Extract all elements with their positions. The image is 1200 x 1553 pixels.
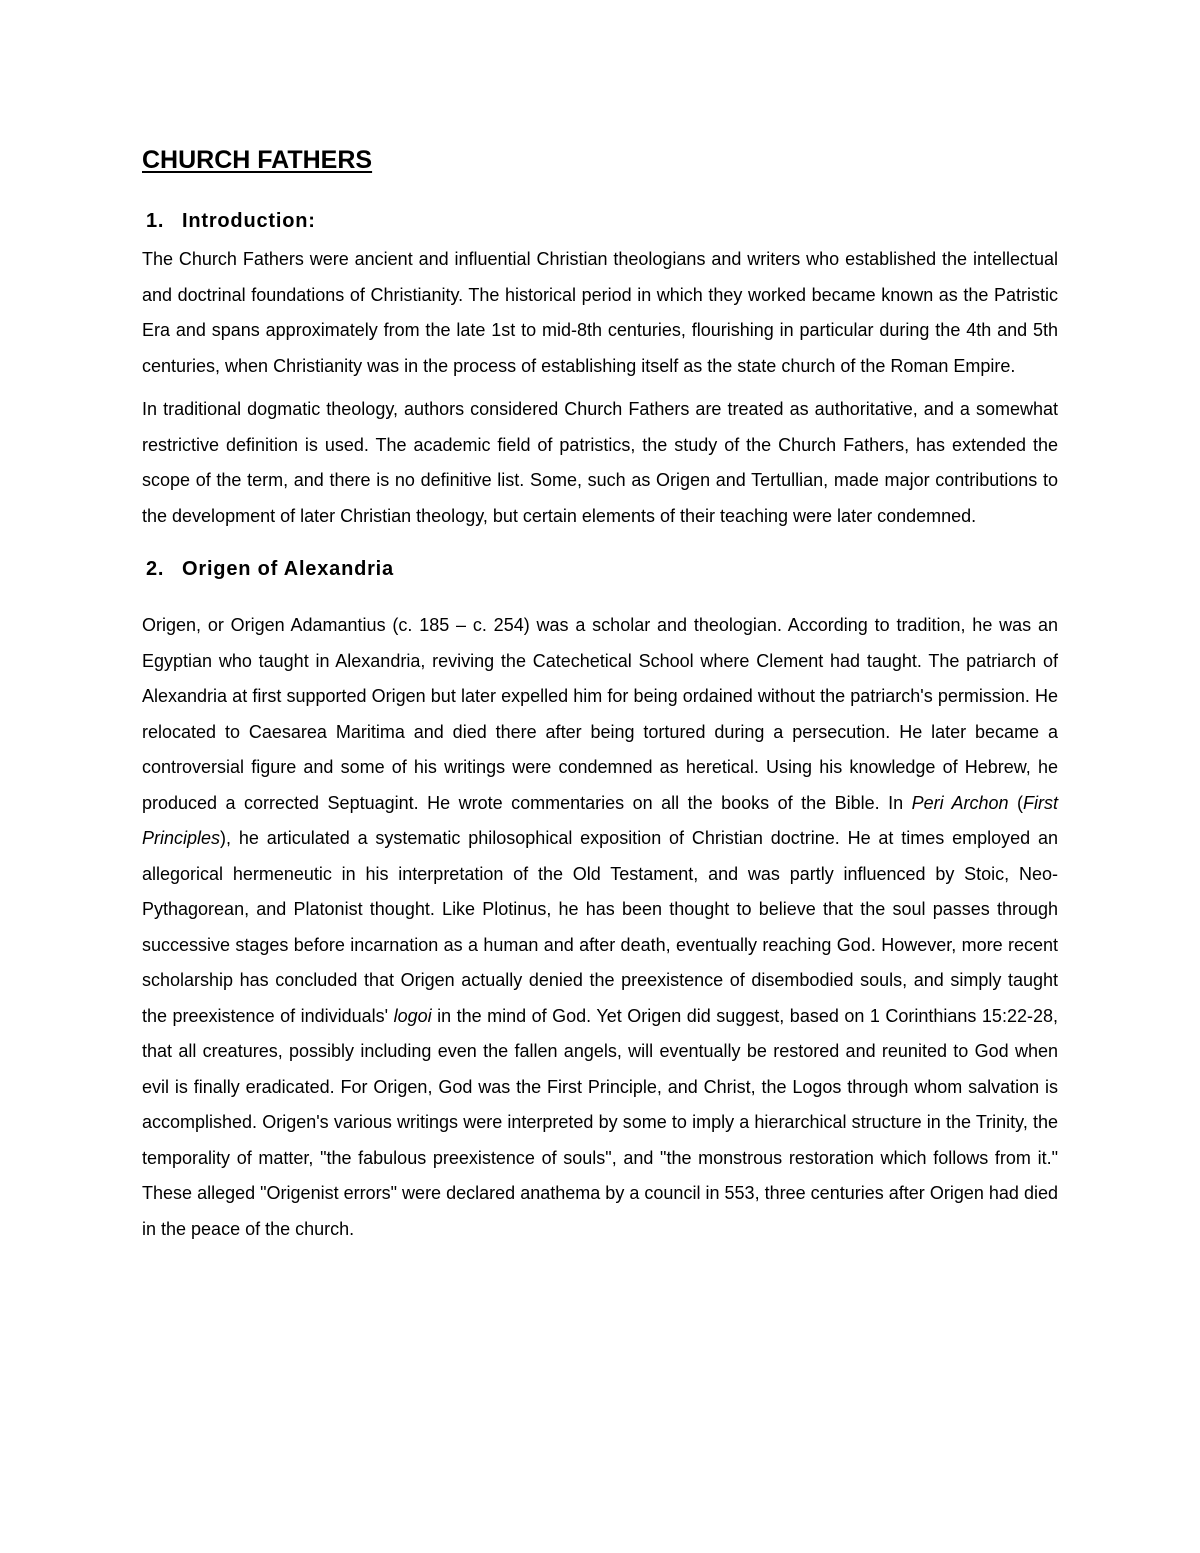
- peri-archon-title: Peri Archon: [911, 792, 1009, 813]
- origen-paragraph: [142, 608, 1058, 1247]
- section-heading-text: Introduction:: [182, 210, 316, 232]
- section-heading-origen: [142, 552, 1058, 586]
- section-number: 2.: [146, 558, 165, 580]
- origen-text-part-1: Origen, or Origen Adamantius (c. 185 – c. 254) was a scholar and theologian. According to tradition, he was an Egyptian who taught in Alexandria, reviving the Catechetical School where Clement had taught. The patriarch of Alexandria at first supported Origen but later expelled him for being ordained without the patriarch's permission. He relocated to Caesarea Maritima and died there after being tortured during a persecution. He later became a controversial figure and some of his writings were condemned as heretical. Using his knowledge of Hebrew, he produced a corrected Septuagint. He wrote commentaries on all the books of the Bible. In: [142, 615, 1058, 813]
- origen-text-part-2: (: [1008, 792, 1023, 813]
- first-principles-title: First Principles: [142, 792, 1058, 848]
- intro-paragraph-2: In traditional dogmatic theology, authors considered Church Fathers are treated as authoritative, and a somewhat restrictive definition is used. The academic field of patristics, the study of the Church Fathers, has extended the scope of the term, and there is no definitive list. Some, such as Origen and Tertullian, made major contributions to the development of later Christian theology, but certain elements of their teaching were later condemned.: [142, 399, 1058, 526]
- section-heading-introduction: [142, 204, 1058, 238]
- section-number: 1.: [146, 210, 165, 232]
- document-title: CHURCH FATHERS: [142, 146, 373, 174]
- intro-paragraph-1: The Church Fathers were ancient and influential Christian theologians and writers who established the intellectual and doctrinal foundations of Christianity. The historical period in which they worked became known as the Patristic Era and spans approximately from the late 1st to mid-8th centuries, flourishing in particular during the 4th and 5th centuries, when Christianity was in the process of establishing itself as the state church of the Roman Empire.: [142, 249, 1058, 376]
- document-page: [142, 140, 1058, 1247]
- origen-text-part-4: in the mind of God. Yet Origen did suggest, based on 1 Corinthians 15:22-28, that all creatures, possibly including even the fallen angels, will eventually be restored and reunited to God when evil is finally eradicated. For Origen, God was the First Principle, and Christ, the Logos through whom salvation is accomplished. Origen's various writings were interpreted by some to imply a hierarchical structure in the Trinity, the temporality of matter, "the fabulous preexistence of souls", and "the monstrous restoration which follows from it." These alleged "Origenist errors" were declared anathema by a council in 553, three centuries after Origen had died in the peace of the church.: [142, 1005, 1058, 1239]
- section-origen: [142, 552, 1058, 1247]
- section-heading-text: Origen of Alexandria: [182, 558, 394, 580]
- origen-text-part-3: ), he articulated a systematic philosophical exposition of Christian doctrine. He at times employed an allegorical hermeneutic in his interpretation of the Old Testament, and was partly influenced by Stoic, Neo-Pythagorean, and Platonist thought. Like Plotinus, he has been thought to believe that the soul passes through successive stages before incarnation as a human and after death, eventually reaching God. However, more recent scholarship has concluded that Origen actually denied the preexistence of disembodied souls, and simply taught the preexistence of individuals': [142, 828, 1058, 1026]
- section-introduction: [142, 204, 1058, 534]
- logoi-term: logoi: [393, 1005, 432, 1026]
